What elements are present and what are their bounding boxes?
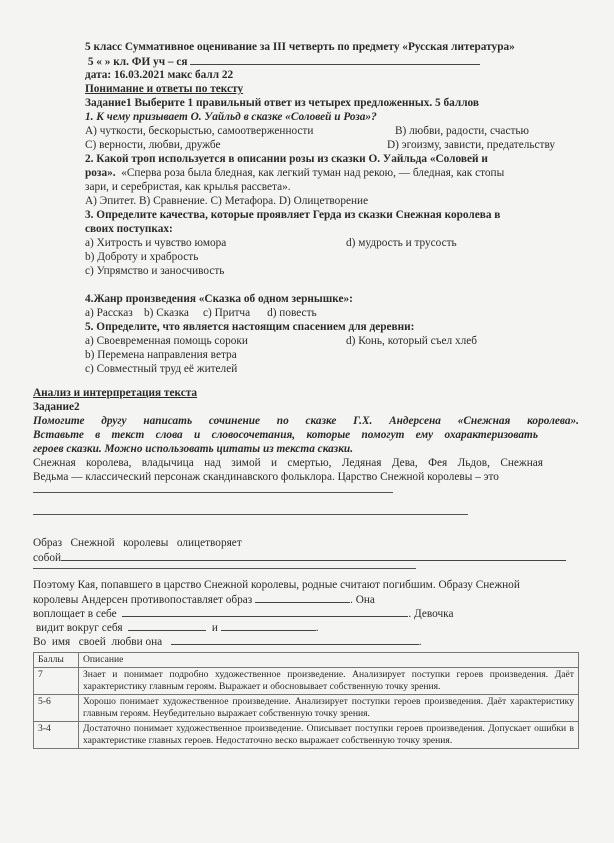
q5-question: 5. Определите, что является настоящим спасением для деревни: — [85, 321, 415, 333]
q4-options[interactable]: a) Рассказ b) Сказка c) Притча d) повесть — [85, 307, 317, 319]
section-heading: Анализ и интерпретация текста — [33, 387, 198, 399]
q4-question: 4.Жанр произведения «Сказка об одном зернышке»: — [85, 293, 353, 305]
task-2-label: Задание2 — [33, 401, 80, 413]
p3-end: . Девочка — [408, 608, 454, 620]
row-description: Хорошо понимает художественное произведение. Анализирует поступки героев произведения. Даёт характеристику главным героям. Неубедительно выражает собственную точку зрения. — [79, 695, 579, 722]
soboy-text: собой — [33, 552, 62, 564]
q3-question: 3. Определите качества, которые проявляет Герда из сказки Снежная королева в — [85, 209, 501, 221]
q2-quote-cont: зари, и серебристая, как крылья рассвета». — [85, 181, 291, 193]
answer-field[interactable] — [221, 620, 316, 631]
table-row — [34, 722, 579, 749]
q3-option-b[interactable]: b) Доброту и храбрость — [85, 251, 199, 263]
table-header-row — [34, 653, 579, 668]
q3-option-c[interactable]: c) Упрямство и заносчивость — [85, 265, 225, 277]
p4-end: . — [315, 622, 319, 634]
answer-line[interactable] — [33, 492, 393, 493]
table-row — [34, 668, 579, 695]
answer-field[interactable] — [61, 550, 566, 561]
task-2-instruction: Помогите другу написать сочинение по сказке Г.Х. Андерсена «Снежная королева». — [33, 415, 579, 427]
q5-option-a[interactable]: a) Своевременная помощь сороки — [85, 335, 248, 347]
table-row — [34, 695, 579, 722]
document-title: 5 класс Суммативное оценивание за III четверть по предмету «Русская литература» — [85, 41, 515, 53]
q2-question-end: роза». — [85, 167, 116, 179]
q3-question-cont: своих поступках: — [85, 223, 173, 235]
q3-option-a[interactable]: a) Хитрость и чувство юмора — [85, 237, 227, 249]
row-score: 5-6 — [34, 695, 79, 722]
q1-option-a[interactable]: А) чуткости, бескорыстью, самоотверженности — [85, 125, 314, 137]
section-analysis — [33, 386, 579, 648]
class-label: 5 « » кл. ФИ уч – ся — [87, 56, 188, 68]
section-heading: Понимание и ответы по тексту — [85, 83, 244, 95]
header-score: Баллы — [34, 653, 79, 668]
p3-text: воплощает в себе — [33, 608, 117, 620]
q5-option-d[interactable]: d) Конь, который съел хлеб — [346, 335, 478, 347]
obraz-text: Образ Снежной королевы олицетворяет — [33, 537, 242, 549]
essay-p5 — [33, 634, 579, 648]
q3-row1 — [85, 236, 580, 250]
q1-option-d[interactable]: D) эгоизму, зависти, предательству — [387, 139, 556, 151]
task-1-instruction: Задание1 Выберите 1 правильный ответ из четырех предложенных. 5 баллов — [85, 97, 480, 109]
q5-option-b[interactable]: b) Перемена направления ветра — [85, 349, 237, 361]
q2-question: 2. Какой троп используется в описании розы из сказки О. Уайльда «Соловей и — [85, 153, 488, 165]
q2-question-cont — [85, 166, 580, 180]
q1-option-c[interactable]: С) верности, любви, дружбе — [85, 139, 221, 151]
student-line — [85, 54, 580, 68]
task-2-instruction-cont: Вставьте в текст слова и словосочетания, которые помогут ему охарактеризовать — [33, 429, 538, 441]
p4-and: и — [211, 622, 218, 634]
row-score: 3-4 — [34, 722, 79, 749]
task-2-instruction-end: героев сказки. Можно использовать цитаты из текста сказки. — [33, 443, 354, 455]
p2-text: королевы Андерсен противопоставляет образ — [33, 594, 253, 606]
section-understanding — [85, 40, 580, 376]
row-score: 7 — [34, 668, 79, 695]
rubric-table — [33, 652, 579, 749]
row-description: Достаточно понимает художественное произведение. Описывает поступки героев произведения. Допускает ошибки в характеристике главных героев. Недостаточно веско выражает собственную точку зрения. — [79, 722, 579, 749]
p5-text: Во имя своей любви она — [33, 636, 163, 648]
p4-text: видит вокруг себя — [35, 622, 123, 634]
q5-option-c[interactable]: c) Совместный труд её жителей — [85, 363, 238, 375]
row-description: Знает и понимает подробно художественное произведение. Анализирует поступки героев произведения. Даёт характеристику главным героям. Выражает и обосновывает собственную точку зрения. — [79, 668, 579, 695]
p2-end: . Она — [350, 594, 375, 606]
p5-end: . — [418, 636, 422, 648]
essay-p4 — [33, 620, 579, 634]
essay-p2 — [33, 592, 579, 606]
q1-row2 — [85, 138, 580, 152]
q2-options[interactable]: А) Эпитет. В) Сравнение. С) Метафора. D) Олицетворение — [85, 195, 369, 207]
q2-quote: «Сперва роза была бледная, как легкий туман над рекою, — бледная, как стопы — [121, 167, 505, 179]
essay-p1: Поэтому Кая, попавшего в царство Снежной королевы, родные считают погибшим. Образу Снежной — [33, 579, 520, 591]
q1-option-b[interactable]: В) любви, радости, счастью — [395, 125, 529, 137]
answer-field[interactable] — [171, 634, 419, 645]
student-name-field[interactable] — [190, 54, 480, 65]
essay-text: Снежная королева, владычица над зимой и смертью, Ледяная Дева, Фея Льдов, Снежная — [33, 457, 543, 469]
essay-p3 — [33, 606, 579, 620]
q1-row1 — [85, 124, 580, 138]
essay-text-cont: Ведьма — классический персонаж скандинавского фольклора. Царство Снежной королевы – это — [33, 471, 499, 483]
answer-line[interactable] — [33, 568, 416, 569]
q1-question: 1. К чему призывает О. Уайльд в сказке «Соловей и Роза»? — [85, 111, 377, 123]
header-description: Описание — [79, 653, 579, 668]
q3-option-d[interactable]: d) мудрость и трусость — [346, 237, 457, 249]
soboy-line — [33, 550, 579, 564]
q5-row1 — [85, 334, 580, 348]
answer-field[interactable] — [122, 606, 408, 617]
date-line: дата: 16.03.2021 макс балл 22 — [85, 69, 234, 81]
answer-field[interactable] — [128, 620, 206, 631]
answer-line[interactable] — [33, 514, 468, 515]
answer-field[interactable] — [255, 592, 350, 603]
